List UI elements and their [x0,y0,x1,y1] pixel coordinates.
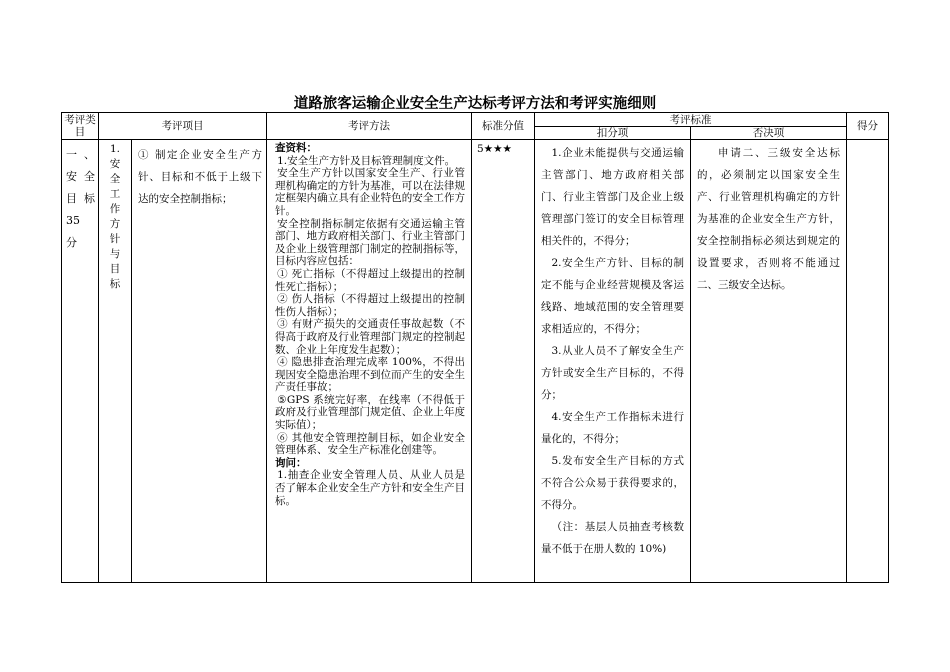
method-line: 1.安全生产方针及目标管理制度文件。 [277,154,456,167]
check-heading: 查资料： [275,142,317,154]
deduct-line: 4.安全生产工作指标未进行量化的，不得分； [541,411,684,445]
item-char: 安 [109,158,121,170]
item-char: 针 [109,233,121,245]
category-line: 目标 [66,192,95,205]
item-char: 与 [109,248,121,260]
method-line: ④ 隐患排查治理完成率 100%，不得出现因安全隐患治理不到位而产生的安全生产责任事故； [275,356,465,394]
header-item: 考评项目 [99,113,267,140]
deduct-line: 1.企业未能提供与交通运输主管部门、地方政府相关部门、行业主管部门及企业上级管理部门签订的安全目标管理相关件的，不得分； [541,147,684,247]
method-line: ⑤GPS 系统完好率，在线率（不得低于政府及行业管理部门规定值、企业上年度实际值）； [275,393,465,432]
item-cell [99,140,132,583]
category-cell [62,140,99,583]
header-method: 考评方法 [267,113,472,140]
category-line: 安全 [66,170,95,183]
item-char: 标 [109,278,121,290]
category-line: 一、 [66,148,95,161]
score-value: 5★★★ [477,143,512,155]
item-char: 工 [109,188,121,200]
method-line: 1.抽查企业安全管理人员、从业人员是否了解本企业安全生产方针和安全生产目标。 [275,469,465,507]
item-char: 方 [109,218,121,230]
header-category: 考评类目 [62,113,99,140]
method-line: 安全生产方针以国家安全生产、行业管理机构确定的方针为基准，可以在法律规定框架内确立具有企业特色的安全工作方针。 [275,167,465,217]
category-line: 35 [66,214,80,227]
deduct-line: 3.从业人员不了解安全生产方针或安全生产目标的，不得分； [541,345,684,401]
header-result: 得分 [847,113,889,140]
score-cell [472,140,535,583]
method-line: ⑥ 其他安全管理控制目标，如企业安全管理体系、安全生产标准化创建等。 [275,431,465,457]
item-char: 作 [109,203,121,215]
header-veto: 否决项 [691,127,847,140]
ask-heading: 询问： [275,456,307,469]
method-line: ① 死亡指标（不得超过上级提出的控制性死亡指标）； [275,267,465,293]
item-char: 全 [109,173,121,185]
result-cell [847,140,889,583]
header-standard: 考评标准 [535,113,847,127]
category-line: 分 [66,236,77,249]
table-row [62,140,889,583]
method-line: ③ 有财产损失的交通责任事故起数（不得高于政府及行业管理部门规定的控制起数、企业上年度发生起数）； [275,318,465,356]
header-deduct: 扣分项 [535,127,691,140]
evaluation-table [61,112,889,583]
veto-text: 申请二、三级安全达标的，必须制定以国家安全生产、行业管理机构确定的方针为基准的企业安全生产方针，安全控制指标必须达到规定的设置要求，否则将不能通过二、三级安全达标。 [697,147,840,291]
item-point-text: ① 制定企业安全生产方针、目标和不低于上级下达的安全控制指标； [138,149,262,205]
method-line: ② 伤人指标（不得超过上级提出的控制性伤人指标）； [275,293,465,318]
item-char: 目 [109,263,121,275]
deduct-line: 2.安全生产方针、目标的制定不能与企业经营规模及客运线路、地域范围的安全管理要求相适应的，不得分； [541,257,684,335]
header-score: 标准分值 [472,113,535,140]
page-title: 道路旅客运输企业安全生产达标考评方法和考评实施细则 [293,96,657,112]
deduct-line: 5.发布安全生产目标的方式不符合公众易于获得要求的，不得分。 [541,455,684,511]
method-line: 安全控制指标制定依据有交通运输主管部门、地方政府相关部门、行业主管部门及企业上级管理部门制定的控制指标等，目标内容应包括： [275,217,465,268]
item-point-cell [132,140,267,583]
method-cell [267,140,472,583]
deduct-cell [535,140,691,583]
item-char: 1. [109,143,121,155]
deduct-note: （注：基层人员抽查考核数量不低于在册人数的 10%) [541,521,684,555]
veto-cell [691,140,847,583]
